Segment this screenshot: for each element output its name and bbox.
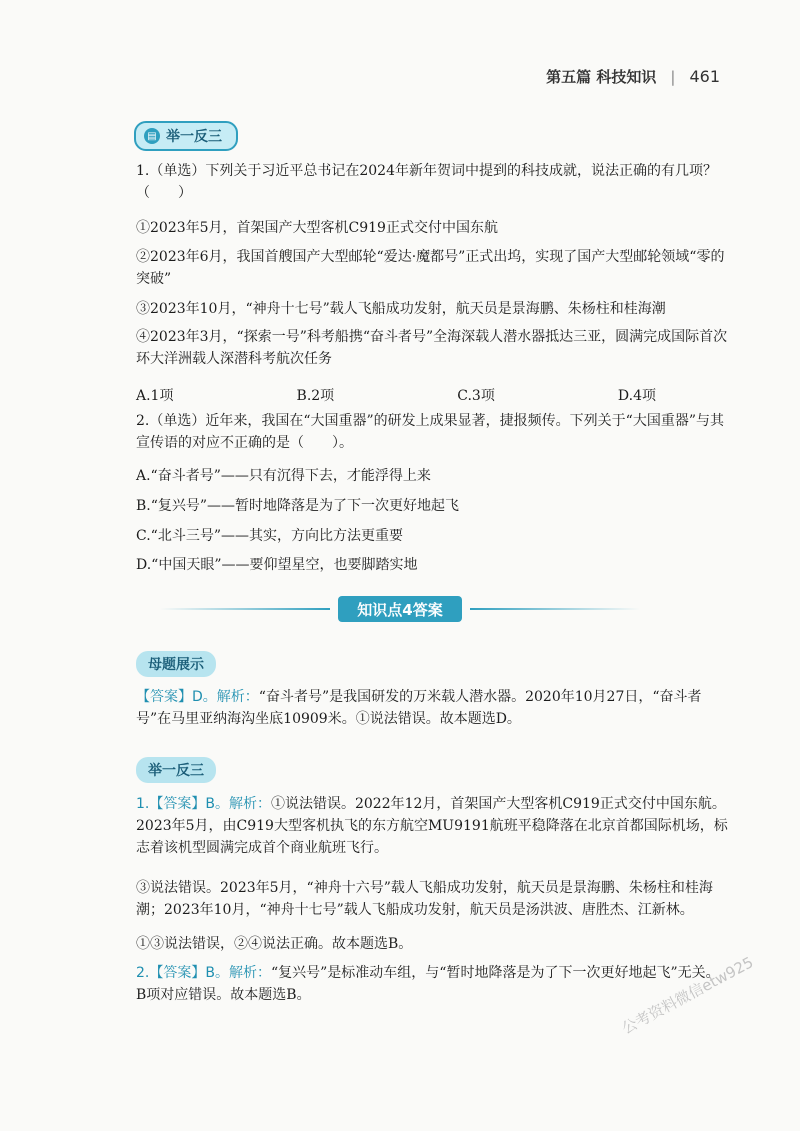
q1-item-2: ②2023年6月，我国首艘国产大型邮轮“爱达·魔都号”正式出坞，实现了国产大型邮轮领域“零的突破” — [136, 249, 725, 287]
q1-option-b: B.2项 — [296, 388, 335, 404]
q1-item-1: ①2023年5月，首架国产大型客机C919正式交付中国东航 — [136, 220, 498, 236]
divider-line-right — [470, 608, 640, 610]
page-number: 461 — [689, 67, 720, 86]
answer-section-divider — [160, 596, 640, 622]
watermark: 公考资料微信etw925 — [618, 953, 757, 1038]
mother-question-badge: 母题展示 — [136, 651, 216, 677]
answer-2-tag: 2.【答案】B。解析： — [136, 965, 271, 981]
q1-item-3: ③2023年10月，“神舟十七号”载人飞船成功发射，航天员是景海鹏、朱杨柱和桂海潮 — [136, 301, 666, 317]
q1-options — [136, 385, 656, 405]
answer-1-tag: 1.【答案】B。解析： — [136, 796, 271, 812]
mother-answer-tag: 【答案】D。解析： — [136, 689, 259, 705]
answer-1 — [136, 793, 728, 859]
practice-answer-badge: 举一反三 — [136, 757, 216, 783]
mother-answer-text: “奋斗者号”是我国研发的万米载人潜水器。2020年10月27日，“奋斗者号”在马里亚纳海沟坐底10909米。①说法错误。故本题选D。 — [136, 689, 702, 727]
q2-option-a: A.“奋斗者号”——只有沉得下去，才能浮得上来 — [136, 468, 431, 484]
practice-badge — [134, 121, 238, 151]
q2-stem: 2.（单选）近年来，我国在“大国重器”的研发上成果显著，捷报频传。下列关于“大国重器”与其宣传语的对应不正确的是（ ）。 — [136, 413, 724, 451]
answer-1-text-1: ①说法错误。2022年12月，首架国产大型客机C919正式交付中国东航。2023年5月，由C919大型客机执飞的东方航空MU9191航班平稳降落在北京首都国际机场，标志着该机型圆满完成首个商业航班飞行。 — [136, 796, 728, 856]
q1-option-a: A.1项 — [136, 388, 174, 404]
q1-option-d: D.4项 — [617, 388, 656, 404]
answer-2-text: “复兴号”是标准动车组，与“暂时地降落是为了下一次更好地起飞”无关。B项对应错误。故本题选B。 — [136, 965, 720, 1003]
practice-badge-label: 举一反三 — [166, 129, 222, 145]
answer-1-text-3: ①③说法错误，②④说法正确。故本题选B。 — [136, 936, 413, 952]
header-separator: | — [670, 67, 676, 86]
q2-option-b: B.“复兴号”——暂时地降落是为了下一次更好地起飞 — [136, 498, 460, 514]
answer-section-title: 知识点4答案 — [338, 596, 462, 622]
section-title: 第五篇 科技知识 — [546, 68, 657, 86]
answer-1-text-2: ③说法错误。2023年5月，“神舟十六号”载人飞船成功发射，航天员是景海鹏、朱杨柱和桂海潮；2023年10月，“神舟十七号”载人飞船成功发射，航天员是汤洪波、唐胜杰、江新林。 — [136, 880, 713, 918]
answer-2 — [136, 962, 728, 1006]
q1-item-4: ④2023年3月，“探索一号”科考船携“奋斗者号”全海深载人潜水器抵达三亚，圆满完成国际首次环大洋洲载人深潜科考航次任务 — [136, 329, 728, 367]
mother-answer — [136, 686, 728, 730]
q2-option-d: D.“中国天眼”——要仰望星空，也要脚踏实地 — [136, 557, 418, 573]
q1-stem: 1.（单选）下列关于习近平总书记在2024年新年贺词中提到的科技成就，说法正确的有几项？（ ） — [136, 163, 717, 201]
divider-line-left — [160, 608, 330, 610]
page-header — [546, 66, 720, 87]
notebook-icon: ▤ — [144, 128, 160, 144]
q2-option-c: C.“北斗三号”——其实，方向比方法更重要 — [136, 528, 403, 544]
q1-option-c: C.3项 — [457, 388, 495, 404]
